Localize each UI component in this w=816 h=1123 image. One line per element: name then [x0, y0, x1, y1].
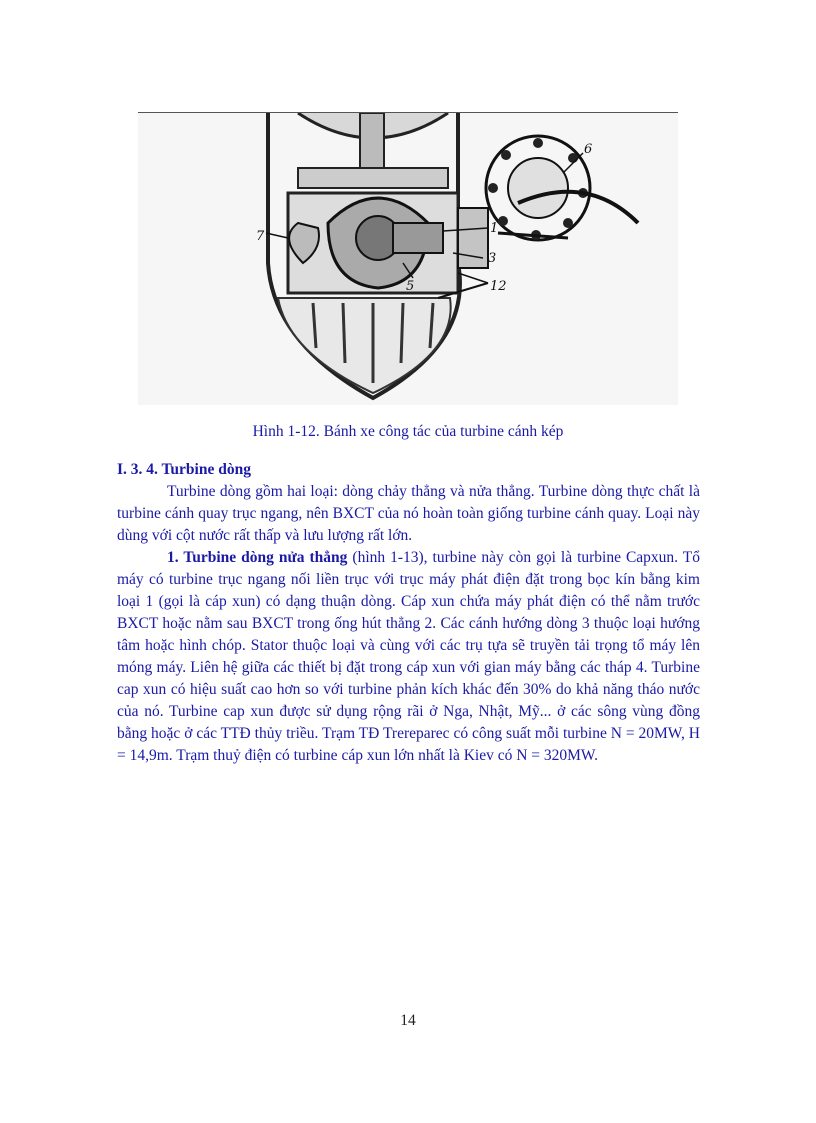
paragraph-subheading: 1. Turbine dòng nửa thẳng	[167, 549, 348, 566]
paragraph-body: (hình 1-13), turbine này còn gọi là turbine Capxun. Tổ máy có turbine trục ngang nối liền trục với trục máy phát điện đặt trong bọc kín bằng kim loại 1 (gọi là cáp xun) có dạng thuận dòng. Cáp xun chứa máy phát điện có thể nằm trước BXCT hoặc nằm sau BXCT trong ống hút thẳng 2. Các cánh hướng dòng 3 thuộc loại hướng tâm hoặc hình chóp. Stator thuộc loại và cùng với các trụ tựa sẽ truyền tải trọng tổ máy lên móng máy. Liên hệ giữa các thiết bị đặt trong cáp xun với gian máy bằng các tháp 4. Turbine cap xun có hiệu suất cao hơn so với turbine phản kích khác đến 30% do khả năng tháo nước của nó. Turbine cap xun được sử dụng rộng rãi ở Nga, Nhật, Mỹ... ở các sông vùng đồng bằng hoặc ở các TTĐ thủy triều. Trạm TĐ Trereparec có công suất mỗi turbine N = 20MW, H = 14,9m. Trạm thuỷ điện có turbine cáp xun lớn nhất là Kiev có N = 320MW.	[117, 549, 700, 764]
callout-1: 1	[490, 221, 499, 236]
turbine-figure	[138, 112, 678, 405]
callout-6: 6	[584, 142, 593, 157]
figure-caption: Hình 1-12. Bánh xe công tác của turbine cánh kép	[252, 423, 564, 440]
paragraph-intro: Turbine dòng gồm hai loại: dòng chảy thẳng và nửa thẳng. Turbine dòng thực chất là turbine cánh quay trục ngang, nên BXCT của nó hoàn toàn giống turbine cánh quay. Loại này dùng với cột nước rất thấp và lưu lượng rất lớn.	[117, 483, 700, 544]
paragraph-semi-straight	[117, 547, 700, 767]
callout-12: 12	[490, 279, 507, 294]
callout-7: 7	[256, 229, 265, 244]
callout-5: 5	[406, 279, 415, 294]
page-number: 14	[400, 1012, 416, 1029]
section-heading: I. 3. 4. Turbine dòng	[117, 461, 251, 478]
turbine-drawing	[138, 113, 678, 405]
callout-3: 3	[488, 251, 497, 266]
